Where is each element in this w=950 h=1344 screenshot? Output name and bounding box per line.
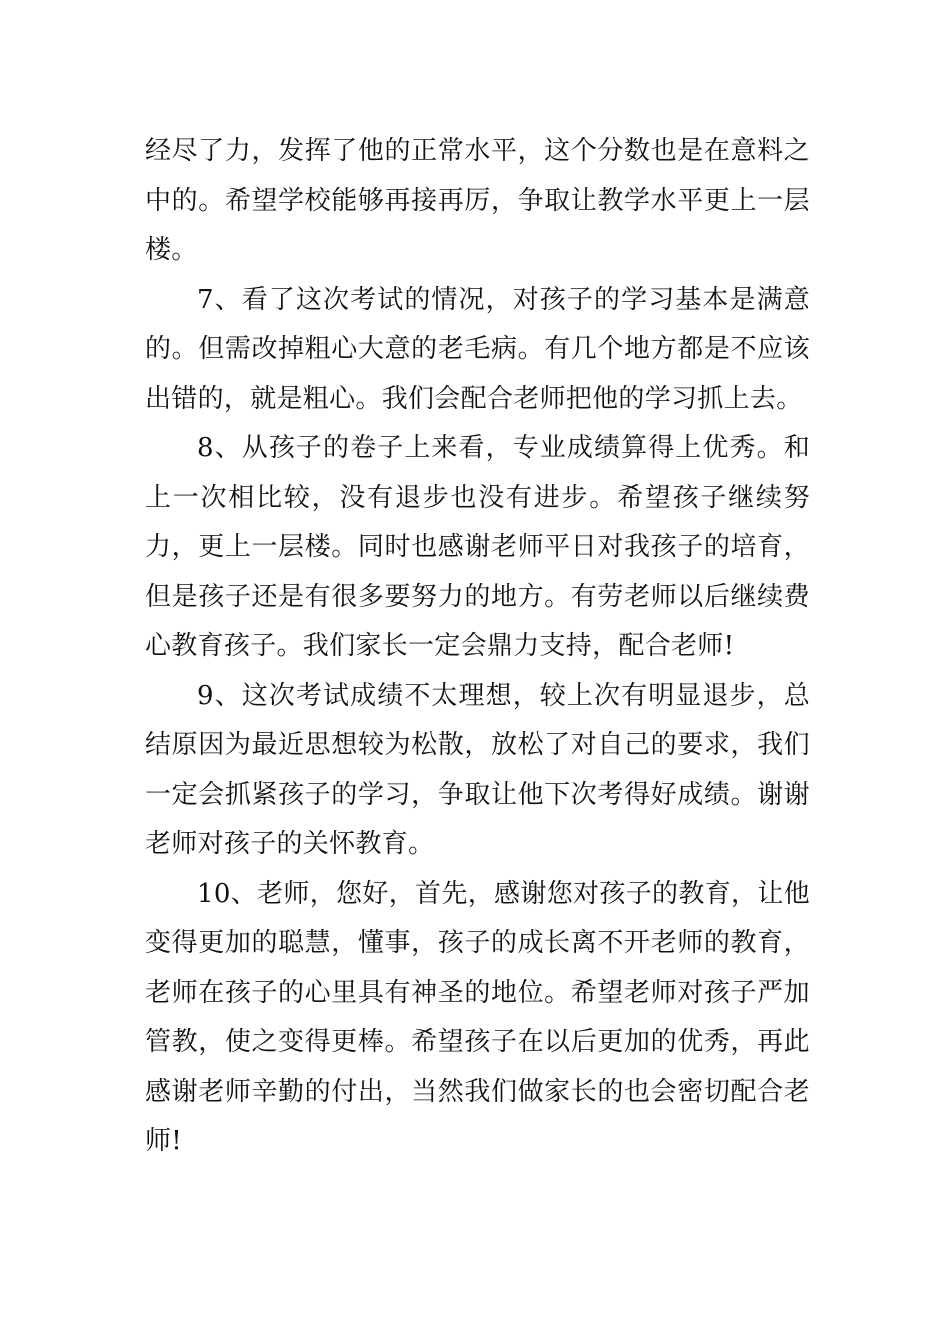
paragraph-continuation: 经尽了力，发挥了他的正常水平，这个分数也是在意料之中的。希望学校能够再接再厉，争取让教学水平更上一层楼。 [145, 136, 810, 265]
paragraph-item-9: 9、这次考试成绩不太理想，较上次有明显退步，总结原因为最近思想较为松散，放松了对自己的要求，我们一定会抓紧孩子的学习，争取让他下次考得好成绩。谢谢老师对孩子的关怀教育。 [145, 680, 810, 859]
paragraph-item-7: 7、看了这次考试的情况，对孩子的学习基本是满意的。但需改掉粗心大意的老毛病。有几个地方都是不应该出错的，就是粗心。我们会配合老师把他的学习抓上去。 [145, 284, 810, 414]
document-body [145, 127, 810, 1167]
paragraph-item-8: 8、从孩子的卷子上来看，专业成绩算得上优秀。和上一次相比较，没有退步也没有进步。希望孩子继续努力，更上一层楼。同时也感谢老师平日对我孩子的培育，但是孩子还是有很多要努力的地方。有劳老师以后继续费心教育孩子。我们家长一定会鼎力支持，配合老师! [145, 433, 810, 661]
paragraph-item-10: 10、老师，您好，首先，感谢您对孩子的教育，让他变得更加的聪慧，懂事，孩子的成长离不开老师的教育，老师在孩子的心里具有神圣的地位。希望老师对孩子严加管教，使之变得更棒。希望孩子在以后更加的优秀，再此感谢老师辛勤的付出，当然我们做家长的也会密切配合老师! [145, 878, 810, 1156]
